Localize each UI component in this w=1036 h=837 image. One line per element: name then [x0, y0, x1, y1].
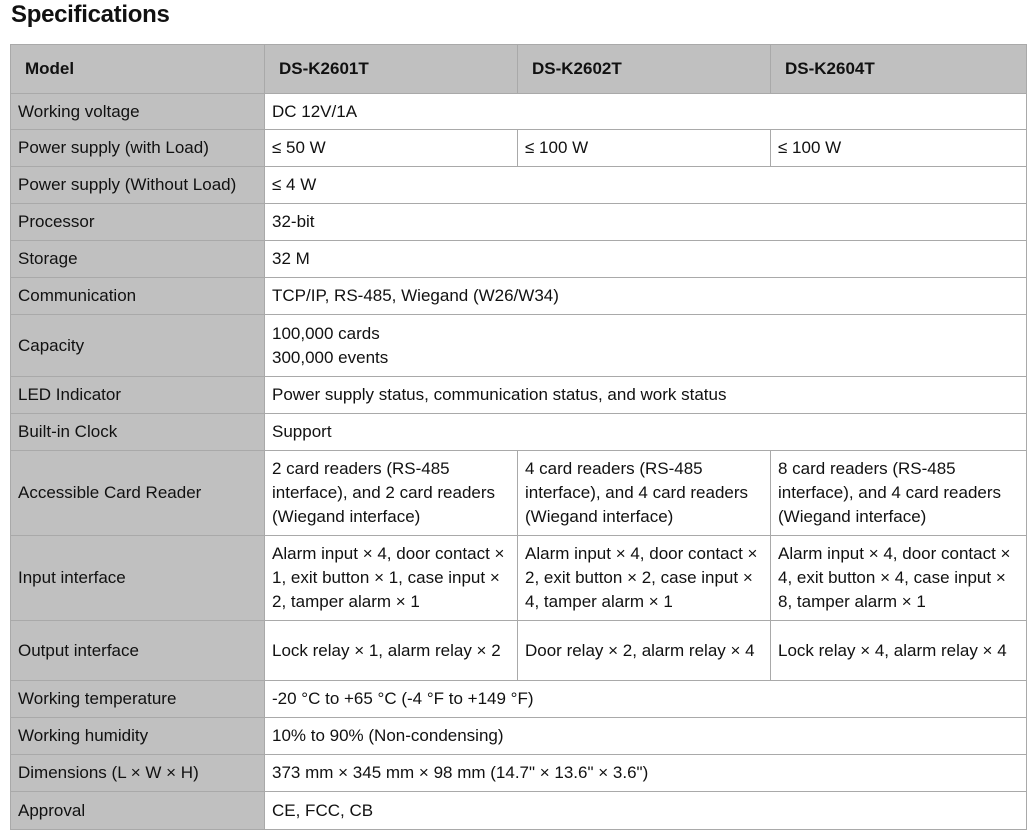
table-row — [11, 718, 1027, 755]
row-value: Power supply status, communication status, and work status — [265, 377, 1027, 414]
header-ds-k2602t: DS-K2602T — [518, 45, 771, 94]
row-value: -20 °C to +65 °C (-4 °F to +149 °F) — [265, 681, 1027, 718]
row-value: Alarm input × 4, door contact × 1, exit button × 1, case input × 2, tamper alarm × 1 — [265, 536, 518, 621]
row-value: Lock relay × 1, alarm relay × 2 — [265, 621, 518, 681]
row-label: Accessible Card Reader — [11, 451, 265, 536]
row-value: 32-bit — [265, 204, 1027, 241]
row-value: 100,000 cards 300,000 events — [265, 315, 1027, 377]
table-row — [11, 621, 1027, 681]
row-value: DC 12V/1A — [265, 94, 1027, 130]
row-value: 373 mm × 345 mm × 98 mm (14.7" × 13.6" × 3.6") — [265, 755, 1027, 792]
header-ds-k2604t: DS-K2604T — [771, 45, 1027, 94]
row-label: Working voltage — [11, 94, 265, 130]
header-ds-k2601t: DS-K2601T — [265, 45, 518, 94]
row-value: TCP/IP, RS-485, Wiegand (W26/W34) — [265, 278, 1027, 315]
table-row — [11, 536, 1027, 621]
row-label: Processor — [11, 204, 265, 241]
row-label: Power supply (Without Load) — [11, 167, 265, 204]
row-value: CE, FCC, CB — [265, 792, 1027, 830]
row-value: ≤ 50 W — [265, 130, 518, 167]
row-value: ≤ 100 W — [771, 130, 1027, 167]
table-row — [11, 315, 1027, 377]
row-value: 4 card readers (RS-485 interface), and 4 card readers (Wiegand interface) — [518, 451, 771, 536]
table-row — [11, 241, 1027, 278]
row-value: 8 card readers (RS-485 interface), and 4 card readers (Wiegand interface) — [771, 451, 1027, 536]
table-row — [11, 755, 1027, 792]
row-label: Built-in Clock — [11, 414, 265, 451]
row-value: ≤ 4 W — [265, 167, 1027, 204]
table-header-row — [11, 45, 1027, 94]
table-row — [11, 414, 1027, 451]
row-label: Working humidity — [11, 718, 265, 755]
table-row — [11, 377, 1027, 414]
table-row — [11, 94, 1027, 130]
row-value: Lock relay × 4, alarm relay × 4 — [771, 621, 1027, 681]
table-row — [11, 130, 1027, 167]
row-value: Alarm input × 4, door contact × 2, exit button × 2, case input × 4, tamper alarm × 1 — [518, 536, 771, 621]
row-label: Storage — [11, 241, 265, 278]
specifications-table — [10, 44, 1027, 830]
table-row — [11, 681, 1027, 718]
row-value: Support — [265, 414, 1027, 451]
table-row — [11, 792, 1027, 830]
row-label: Output interface — [11, 621, 265, 681]
row-value: Alarm input × 4, door contact × 4, exit button × 4, case input × 8, tamper alarm × 1 — [771, 536, 1027, 621]
row-label: Working temperature — [11, 681, 265, 718]
row-label: Capacity — [11, 315, 265, 377]
row-label: Approval — [11, 792, 265, 830]
row-label: Power supply (with Load) — [11, 130, 265, 167]
row-value: 32 M — [265, 241, 1027, 278]
row-label: Communication — [11, 278, 265, 315]
header-model: Model — [11, 45, 265, 94]
table-row — [11, 451, 1027, 536]
table-row — [11, 167, 1027, 204]
table-row — [11, 278, 1027, 315]
row-value: 2 card readers (RS-485 interface), and 2 card readers (Wiegand interface) — [265, 451, 518, 536]
row-label: Dimensions (L × W × H) — [11, 755, 265, 792]
page-title: Specifications — [11, 1, 170, 28]
row-label: LED Indicator — [11, 377, 265, 414]
table-row — [11, 204, 1027, 241]
row-label: Input interface — [11, 536, 265, 621]
row-value: 10% to 90% (Non-condensing) — [265, 718, 1027, 755]
row-value: ≤ 100 W — [518, 130, 771, 167]
row-value: Door relay × 2, alarm relay × 4 — [518, 621, 771, 681]
